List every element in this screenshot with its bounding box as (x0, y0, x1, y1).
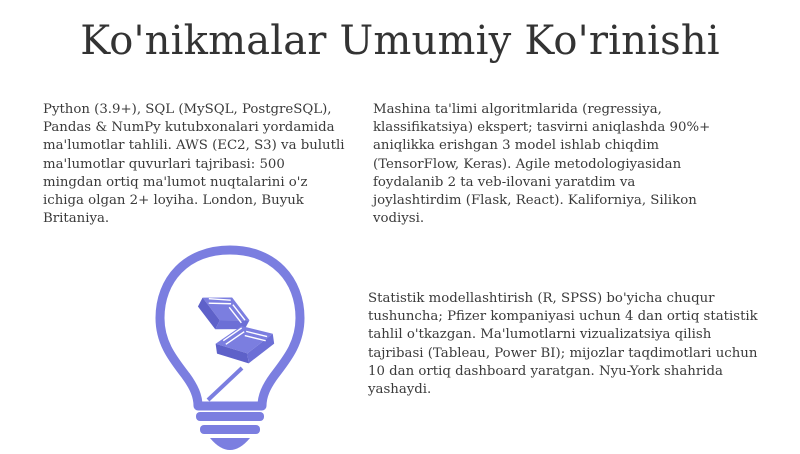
skills-block-statistics: Statistik modellashtirish (R, SPSS) bo'yicha chuqur tushuncha; Pfizer kompaniyasi uchun 4 dan ortiq statistik tahlil o'tkazgan. Ma'lumotlarni vizualizatsiya qilish tajribasi (Tableau, Power BI); mijozlar taqdimotlari uchun 10 dan ortiq dashboard yaratgan. Nyu-York shahrida yashaydi. (368, 291, 758, 398)
skills-block-data-analysis: Python (3.9+), SQL (MySQL, PostgreSQL), Pandas & NumPy kutubxonalari yordamida ma'lumotlar tahlili. AWS (EC2, S3) va bulutli ma'lumotlar quvurlari tajribasi: 500 mingdan ortiq ma'lumot nuqtalarini o'z ichiga olgan 2+ loyiha. London, Buyuk Britaniya. (43, 102, 345, 227)
skills-block-machine-learning: Mashina ta'limi algoritmlarida (regressiya, klassifikatsiya) ekspert; tasvirni aniqlashda 90%+ aniqlikka erishgan 3 model ishlab chiqdim (TensorFlow, Keras). Agile metodologiyasidan foydalanib 2 ta veb-ilovani yaratdim va joylashtirdim (Flask, React). Kaliforniya, Silikon vodiysi. (373, 102, 711, 227)
page-title: Ko'nikmalar Umumiy Ko'rinishi (80, 18, 720, 64)
lightbulb-book-icon (150, 240, 310, 450)
